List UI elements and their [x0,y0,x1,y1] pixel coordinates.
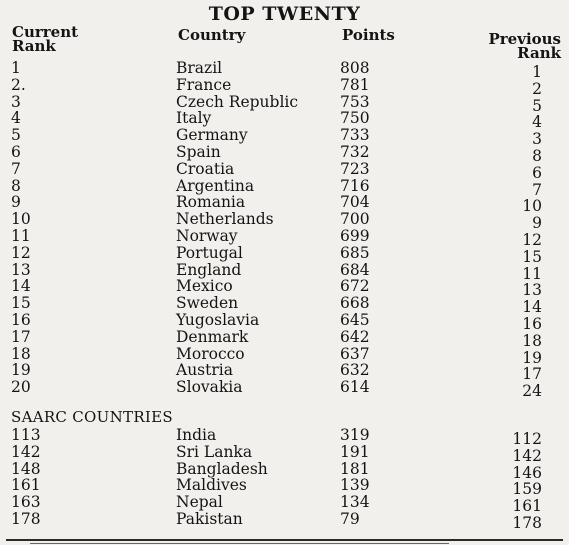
country-cell: Italy [176,109,212,128]
table-row [0,109,569,132]
current-rank-cell: 17 [11,327,31,346]
country-cell: Morocco [176,344,245,363]
current-rank-cell: 113 [11,426,41,444]
current-rank-cell: 14 [11,277,31,296]
points-cell: 699 [340,226,370,245]
country-cell: Spain [176,142,221,161]
points-cell: 733 [340,126,370,145]
country-cell: Maldives [176,476,247,495]
previous-rank-cell: 112 [512,430,542,448]
header-current-rank-line2: Rank [12,37,56,55]
previous-rank-cell: 8 [532,146,542,165]
previous-rank-cell: 24 [522,382,542,401]
points-cell: 79 [340,509,360,528]
points-cell: 808 [340,59,370,77]
table-row [0,327,569,350]
points-cell: 732 [340,142,370,161]
country-cell: Bangladesh [176,459,268,478]
country-cell: Mexico [176,277,233,296]
points-cell: 753 [340,92,370,111]
points-cell: 668 [340,294,370,313]
points-cell: 319 [340,426,370,444]
country-cell: Sri Lanka [176,442,253,461]
points-cell: 632 [340,361,370,380]
points-cell: 716 [340,176,370,195]
saarc-section-label: SAARC COUNTRIES [11,408,173,426]
table-row [0,361,569,384]
previous-rank-cell: 12 [522,230,542,249]
points-cell: 684 [340,260,370,279]
previous-rank-cell: 16 [522,314,542,333]
table-row [0,176,569,199]
previous-rank-cell: 19 [522,348,542,367]
current-rank-cell: 4 [11,109,21,128]
previous-rank-cell: 6 [532,163,542,182]
current-rank-cell: 161 [11,476,41,495]
table-row [0,442,569,465]
country-cell: Yugoslavia [176,310,260,329]
country-cell: Germany [176,126,248,145]
table-row [0,310,569,333]
previous-rank-cell: 4 [532,113,542,132]
country-cell: Argentina [176,176,255,195]
current-rank-cell: 15 [11,294,31,313]
points-cell: 139 [340,476,370,495]
points-cell: 637 [340,344,370,363]
current-rank-cell: 6 [11,142,21,161]
current-rank-cell: 18 [11,344,31,363]
country-cell: England [176,260,242,279]
header-current-rank-line1: Current [12,23,79,41]
country-cell: India [176,426,217,444]
country-cell: Brazil [176,59,223,77]
country-cell: Pakistan [176,509,243,528]
header-points: Points [342,26,395,44]
current-rank-cell: 20 [11,378,31,397]
previous-rank-cell: 142 [512,446,542,465]
points-cell: 700 [340,210,370,229]
country-cell: Croatia [176,159,235,178]
bottom-rule [6,539,563,541]
country-cell: Romania [176,193,246,212]
country-cell: Czech Republic [176,92,299,111]
points-cell: 642 [340,327,370,346]
table-row [0,210,569,233]
previous-rank-cell: 159 [512,480,542,499]
current-rank-cell: 2. [11,75,26,94]
current-rank-cell: 16 [11,310,31,329]
current-rank-cell: 178 [11,509,41,528]
previous-rank-cell: 7 [532,180,542,199]
saarc-table [0,426,569,532]
previous-rank-cell: 146 [512,463,542,482]
country-cell: France [176,75,232,94]
points-cell: 191 [340,442,370,461]
table-row [0,476,569,499]
table-row [0,294,569,317]
points-cell: 181 [340,459,370,478]
previous-rank-cell: 5 [532,96,542,115]
table-row [0,243,569,266]
points-cell: 704 [340,193,370,212]
table-row [0,277,569,300]
table-row [0,92,569,115]
bottom-rule-secondary [30,543,449,544]
country-cell: Portugal [176,243,243,262]
current-rank-cell: 8 [11,176,21,195]
country-cell: Slovakia [176,378,243,397]
country-cell: Netherlands [176,210,274,229]
table-row [0,378,569,401]
previous-rank-cell: 17 [522,365,542,384]
country-cell: Denmark [176,327,249,346]
previous-rank-cell: 2 [532,79,542,98]
current-rank-cell: 10 [11,210,31,229]
points-cell: 723 [340,159,370,178]
points-cell: 614 [340,378,370,397]
header-previous-rank [489,32,562,60]
table-row [0,493,569,516]
table-row [0,226,569,249]
current-rank-cell: 148 [11,459,41,478]
points-cell: 781 [340,75,370,94]
previous-rank-cell: 10 [522,197,542,216]
current-rank-cell: 142 [11,442,41,461]
current-rank-cell: 11 [11,226,31,245]
country-cell: Nepal [176,493,223,512]
table-row [0,142,569,165]
table-row [0,344,569,367]
current-rank-cell: 163 [11,493,41,512]
country-cell: Norway [176,226,238,245]
country-cell: Sweden [176,294,239,313]
previous-rank-cell: 9 [532,214,542,233]
table-row [0,75,569,98]
top-twenty-table [0,59,569,401]
current-rank-cell: 12 [11,243,31,262]
table-row [0,459,569,482]
current-rank-cell: 1 [11,59,21,77]
points-cell: 672 [340,277,370,296]
previous-rank-cell: 161 [512,497,542,516]
header-current-rank [12,25,78,53]
table-row [0,126,569,149]
header-country: Country [178,26,246,44]
current-rank-cell: 3 [11,92,21,111]
points-cell: 685 [340,243,370,262]
points-cell: 134 [340,493,370,512]
table-row [0,159,569,182]
header-previous-rank-line2: Rank [517,44,561,62]
table-row [0,509,569,532]
previous-rank-cell: 13 [522,281,542,300]
current-rank-cell: 5 [11,126,21,145]
page-title: TOP TWENTY [208,3,361,25]
current-rank-cell: 7 [11,159,21,178]
previous-rank-cell: 1 [532,63,542,81]
current-rank-cell: 19 [11,361,31,380]
table-row [0,260,569,283]
previous-rank-cell: 15 [522,247,542,266]
points-cell: 750 [340,109,370,128]
points-cell: 645 [340,310,370,329]
current-rank-cell: 13 [11,260,31,279]
country-cell: Austria [176,361,233,380]
previous-rank-cell: 178 [512,513,542,532]
previous-rank-cell: 14 [522,298,542,317]
previous-rank-cell: 11 [522,264,542,283]
previous-rank-cell: 18 [522,331,542,350]
table-row [0,426,569,448]
header-previous-rank-line1: Previous [488,30,561,48]
table-row [0,193,569,216]
previous-rank-cell: 3 [532,130,542,149]
current-rank-cell: 9 [11,193,21,212]
table-row [0,59,569,81]
